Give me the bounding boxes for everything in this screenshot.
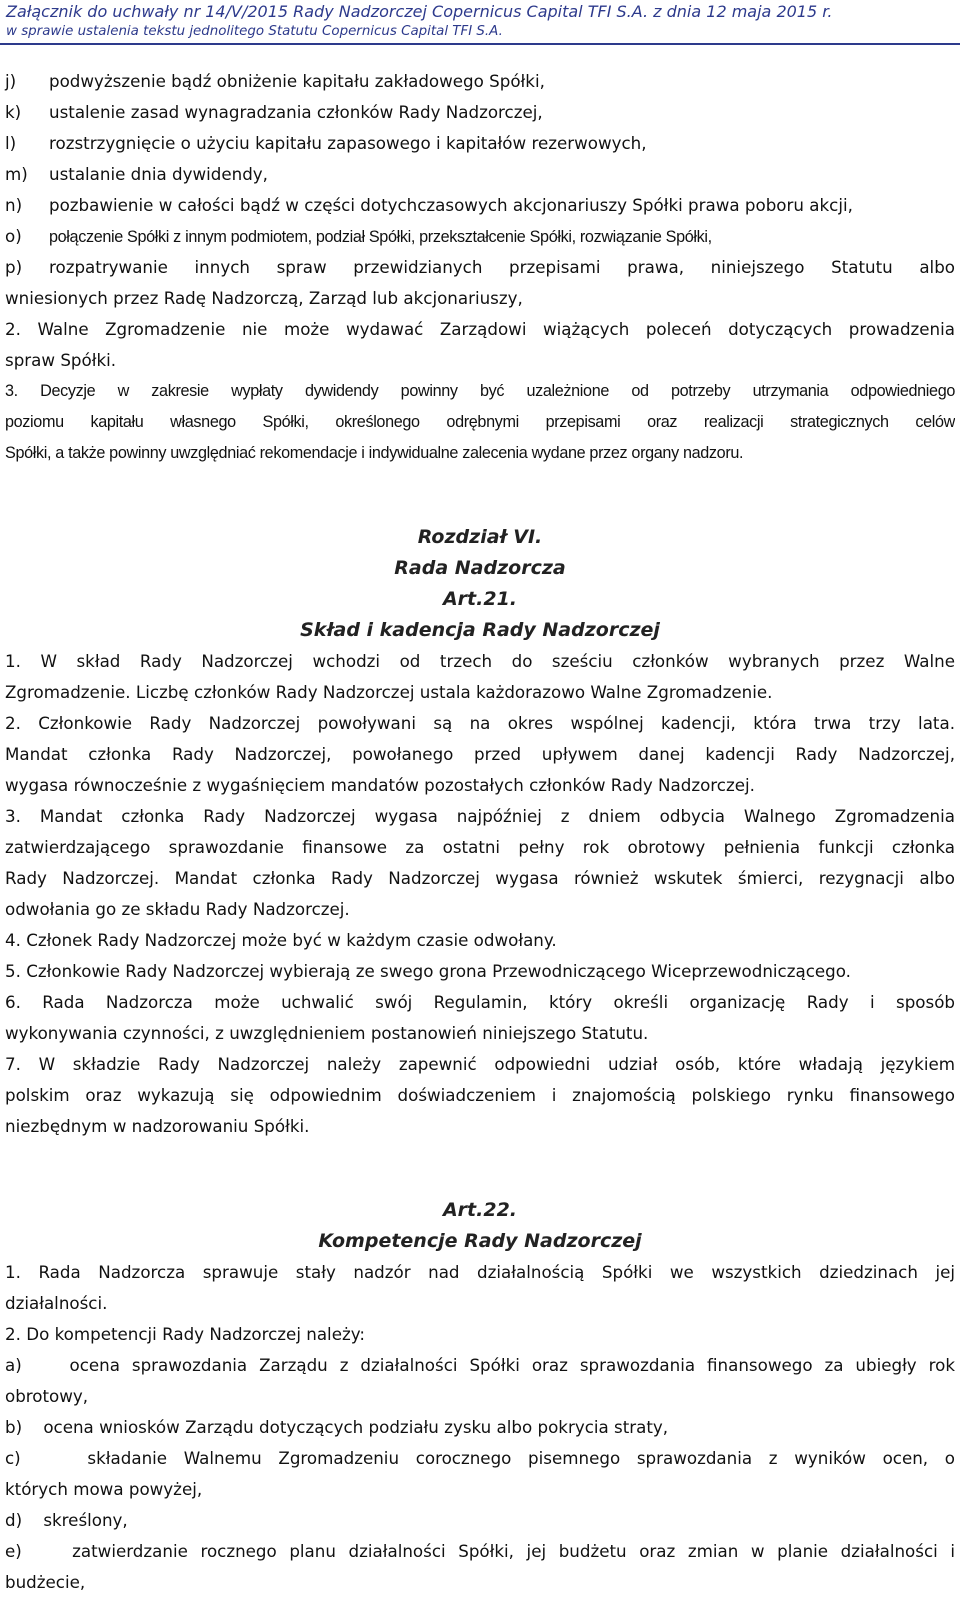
- document-header: [6, 1, 956, 41]
- article-22-number: Art.22.: [442, 1199, 518, 1221]
- list-item: l) rozstrzygnięcie o użyciu kapitału zapasowego i kapitałów rezerwowych,: [5, 133, 647, 153]
- list-item: p) rozpatrywanie innych spraw przewidzianych przepisami prawa, niniejszego Statutu albo: [5, 257, 955, 277]
- paragraph-2: 2. Walne Zgromadzenie nie może wydawać Zarządowi wiążących poleceń dotyczących prowadzenia spraw Spółki.: [5, 319, 955, 370]
- article-21-body: 1. W skład Rady Nadzorczej wchodzi od trzech do sześciu członków wybranych przez Walne Zgromadzenie. Liczbę członków Rady Nadzorczej ustala każdorazowo Walne Zgromadzenie. 2. Członkowie Rady Nadzorczej powoływani są na okres wspólnej kadencji, która trwa trzy lata. Mandat członka Rady Nadzorczej, powołanego przed upływem danej kadencji Rady Nadzorczej, wygasa równocześnie z wygaśnięciem mandatów pozostałych członków Rady Nadzorczej. 3. Mandat członka Rady Nadzorczej wygasa najpóźniej z dniem odbycia Walnego Zgromadzenia zatwierdzającego sprawozdanie finansowe za ostatni pełny rok obrotowy pełnienia funkcji członka Rady Nadzorczej. Mandat członka Rady Nadzorczej wygasa również wskutek śmierci, rezygnacji albo odwołania go ze składu Rady Nadzorczej. 4. Członek Rady Nadzorczej może być w każdym czasie odwołany. 5. Członkowie Rady Nadzorczej wybierają ze swego grona Przewodniczącego Wiceprzewodniczącego. 6. Rada Nadzorcza może uchwalić swój Regulamin, który określi organizację Rady i sposób wykonywania czynności, z uwzględnieniem postanowień niniejszego Statutu. 7. W składzie Rady Nadzorczej należy zapewnić odpowiedni udział osób, które władają językiem polskim oraz wykazują się odpowiednim doświadczeniem i znajomością polskiego rynku finansowego niezbędnym w nadzorowaniu Spółki.: [5, 651, 955, 1136]
- header-rule: [0, 43, 960, 45]
- chapter-name: Rada Nadzorcza: [394, 557, 566, 579]
- chapter-title: Rozdział VI.: [417, 526, 543, 548]
- list-item: k) ustalenie zasad wynagradzania członków Rady Nadzorczej,: [5, 102, 543, 122]
- paragraph-3: 3. Decyzje w zakresie wypłaty dywidendy powinny być uzależnione od potrzeby utrzymania odpowiedniego poziomu kapitału własnego Spółki, określonego odrębnymi przepisami oraz realizacji strategicznych celów Spółki, a także powinny uwzględniać rekomendacje i indywidualne zalecenia wydane przez organy nadzoru.: [5, 382, 955, 462]
- header-line-1: Załącznik do uchwały nr 14/V/2015 Rady Nadzorczej Copernicus Capital TFI S.A. z dnia 12 maja 2015 r.: [6, 2, 833, 21]
- article-21-number: Art.21.: [442, 588, 518, 610]
- list-top: [5, 66, 955, 314]
- list-item: o) połączenie Spółki z innym podmiotem, podział Spółki, przekształcenie Spółki, rozwiązanie Spółki,: [5, 226, 712, 246]
- document-body: [5, 66, 955, 1598]
- article-22-title: Kompetencje Rady Nadzorczej: [318, 1230, 642, 1252]
- article-21-title: Skład i kadencja Rady Nadzorczej: [300, 619, 660, 641]
- header-line-2: w sprawie ustalenia tekstu jednolitego Statutu Copernicus Capital TFI S.A.: [6, 24, 503, 39]
- list-item: n) pozbawienie w całości bądź w części dotychczasowych akcjonariuszy Spółki prawa poboru akcji,: [5, 195, 853, 215]
- list-item: j) podwyższenie bądź obniżenie kapitału zakładowego Spółki,: [5, 71, 545, 91]
- article-22-body: 1. Rada Nadzorcza sprawuje stały nadzór nad działalnością Spółki we wszystkich dziedzinach jej działalności. 2. Do kompetencji Rady Nadzorczej należy: a) ocena sprawozdania Zarządu z działalności Spółki oraz sprawozdania finansowego za ubiegły rok obrotowy, b) ocena wniosków Zarządu dotyczących podziału zysku albo pokrycia straty, c) składanie Walnemu Zgromadzeniu corocznego pisemnego sprawozdania z wyników ocen, o których mowa powyżej, d) skreślony, e) zatwierdzanie rocznego planu działalności Spółki, jej budżetu oraz zmian w planie działalności i budżecie,: [5, 1262, 955, 1592]
- list-item-continuation: wniesionych przez Radę Nadzorczą, Zarząd lub akcjonariuszy,: [5, 288, 523, 308]
- list-item: m) ustalanie dnia dywidendy,: [5, 164, 268, 184]
